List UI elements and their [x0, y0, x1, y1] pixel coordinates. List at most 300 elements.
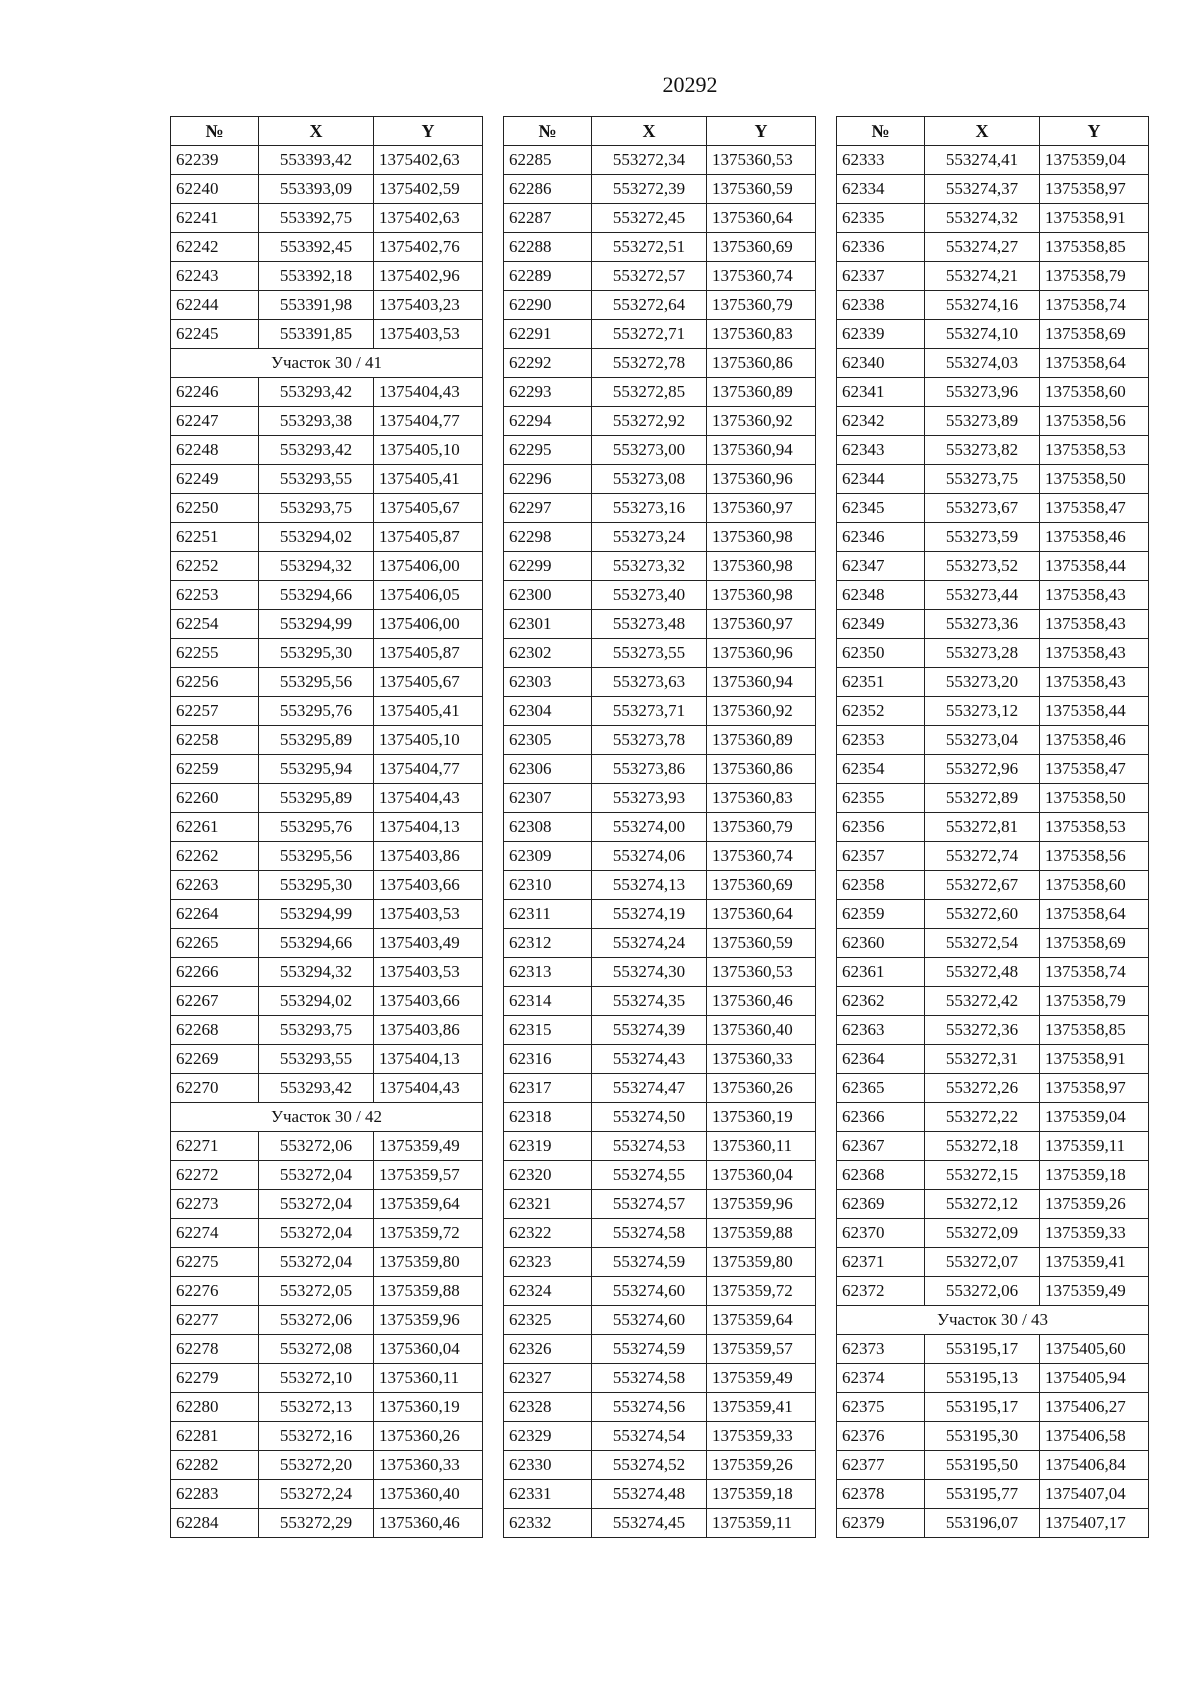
point-number-cell: 62374: [837, 1364, 925, 1393]
table-row: [837, 1190, 1149, 1219]
y-coordinate-cell: 1375403,23: [374, 291, 483, 320]
point-number-cell: 62324: [504, 1277, 592, 1306]
y-coordinate-cell: 1375359,64: [707, 1306, 816, 1335]
point-number-cell: 62321: [504, 1190, 592, 1219]
table-row: [837, 407, 1149, 436]
y-coordinate-cell: 1375360,53: [707, 958, 816, 987]
table-row: [504, 1016, 816, 1045]
table-row: [504, 1509, 816, 1538]
y-coordinate-cell: 1375405,60: [1040, 1335, 1149, 1364]
y-coordinate-cell: 1375402,63: [374, 146, 483, 175]
x-coordinate-cell: 553274,10: [925, 320, 1040, 349]
y-coordinate-cell: 1375358,97: [1040, 175, 1149, 204]
x-coordinate-cell: 553274,55: [592, 1161, 707, 1190]
table-row: [171, 755, 483, 784]
table-row: [504, 610, 816, 639]
point-number-cell: 62353: [837, 726, 925, 755]
point-number-cell: 62270: [171, 1074, 259, 1103]
table-row: [837, 233, 1149, 262]
table-row: [171, 1074, 483, 1103]
y-coordinate-cell: 1375360,33: [707, 1045, 816, 1074]
point-number-cell: 62271: [171, 1132, 259, 1161]
y-coordinate-cell: 1375359,04: [1040, 1103, 1149, 1132]
y-coordinate-cell: 1375360,98: [707, 552, 816, 581]
x-coordinate-cell: 553293,55: [259, 465, 374, 494]
x-coordinate-cell: 553272,31: [925, 1045, 1040, 1074]
point-number-cell: 62241: [171, 204, 259, 233]
x-coordinate-cell: 553293,42: [259, 1074, 374, 1103]
table-row: [171, 320, 483, 349]
x-coordinate-cell: 553273,20: [925, 668, 1040, 697]
table-row: [837, 813, 1149, 842]
y-coordinate-cell: 1375360,64: [707, 900, 816, 929]
y-coordinate-cell: 1375358,91: [1040, 1045, 1149, 1074]
table-row: [837, 1016, 1149, 1045]
y-coordinate-cell: 1375358,46: [1040, 523, 1149, 552]
point-number-cell: 62245: [171, 320, 259, 349]
table-row: [504, 1132, 816, 1161]
point-number-cell: 62277: [171, 1306, 259, 1335]
x-coordinate-cell: 553274,24: [592, 929, 707, 958]
y-coordinate-cell: 1375358,91: [1040, 204, 1149, 233]
point-number-cell: 62332: [504, 1509, 592, 1538]
point-number-cell: 62261: [171, 813, 259, 842]
table-row: [504, 291, 816, 320]
x-coordinate-cell: 553274,32: [925, 204, 1040, 233]
table-row: [837, 1335, 1149, 1364]
y-coordinate-cell: 1375360,19: [374, 1393, 483, 1422]
x-coordinate-cell: 553274,60: [592, 1277, 707, 1306]
y-coordinate-cell: 1375358,43: [1040, 610, 1149, 639]
table-row: [837, 1393, 1149, 1422]
y-coordinate-cell: 1375359,11: [707, 1509, 816, 1538]
x-coordinate-cell: 553195,77: [925, 1480, 1040, 1509]
header-y: Y: [1040, 117, 1149, 146]
table-row: [171, 842, 483, 871]
x-coordinate-cell: 553274,59: [592, 1248, 707, 1277]
point-number-cell: 62242: [171, 233, 259, 262]
table-row: [171, 697, 483, 726]
x-coordinate-cell: 553294,32: [259, 552, 374, 581]
y-coordinate-cell: 1375402,96: [374, 262, 483, 291]
point-number-cell: 62330: [504, 1451, 592, 1480]
y-coordinate-cell: 1375358,47: [1040, 755, 1149, 784]
x-coordinate-cell: 553195,17: [925, 1393, 1040, 1422]
x-coordinate-cell: 553272,16: [259, 1422, 374, 1451]
x-coordinate-cell: 553274,47: [592, 1074, 707, 1103]
point-number-cell: 62362: [837, 987, 925, 1016]
y-coordinate-cell: 1375360,86: [707, 755, 816, 784]
point-number-cell: 62339: [837, 320, 925, 349]
x-coordinate-cell: 553273,93: [592, 784, 707, 813]
table-row: [837, 436, 1149, 465]
table-row: [504, 668, 816, 697]
x-coordinate-cell: 553274,48: [592, 1480, 707, 1509]
table-row: [504, 1161, 816, 1190]
y-coordinate-cell: 1375358,85: [1040, 1016, 1149, 1045]
x-coordinate-cell: 553273,67: [925, 494, 1040, 523]
table-row: [837, 900, 1149, 929]
x-coordinate-cell: 553274,41: [925, 146, 1040, 175]
x-coordinate-cell: 553272,57: [592, 262, 707, 291]
x-coordinate-cell: 553272,04: [259, 1161, 374, 1190]
point-number-cell: 62282: [171, 1451, 259, 1480]
y-coordinate-cell: 1375403,53: [374, 320, 483, 349]
x-coordinate-cell: 553273,12: [925, 697, 1040, 726]
point-number-cell: 62336: [837, 233, 925, 262]
table-row: [171, 1364, 483, 1393]
x-coordinate-cell: 553272,05: [259, 1277, 374, 1306]
point-number-cell: 62328: [504, 1393, 592, 1422]
x-coordinate-cell: 553195,30: [925, 1422, 1040, 1451]
y-coordinate-cell: 1375358,44: [1040, 552, 1149, 581]
table-row: [504, 958, 816, 987]
x-coordinate-cell: 553274,60: [592, 1306, 707, 1335]
x-coordinate-cell: 553393,42: [259, 146, 374, 175]
point-number-cell: 62266: [171, 958, 259, 987]
y-coordinate-cell: 1375404,43: [374, 1074, 483, 1103]
x-coordinate-cell: 553196,07: [925, 1509, 1040, 1538]
x-coordinate-cell: 553272,24: [259, 1480, 374, 1509]
x-coordinate-cell: 553272,67: [925, 871, 1040, 900]
y-coordinate-cell: 1375404,13: [374, 1045, 483, 1074]
y-coordinate-cell: 1375360,98: [707, 581, 816, 610]
x-coordinate-cell: 553274,39: [592, 1016, 707, 1045]
table-row: [837, 175, 1149, 204]
section-title: Участок 30 / 41: [171, 349, 483, 378]
y-coordinate-cell: 1375360,46: [707, 987, 816, 1016]
table-row: [171, 726, 483, 755]
point-number-cell: 62363: [837, 1016, 925, 1045]
point-number-cell: 62370: [837, 1219, 925, 1248]
point-number-cell: 62373: [837, 1335, 925, 1364]
point-number-cell: 62334: [837, 175, 925, 204]
table-row: [171, 1306, 483, 1335]
y-coordinate-cell: 1375403,49: [374, 929, 483, 958]
table-row: [504, 639, 816, 668]
point-number-cell: 62272: [171, 1161, 259, 1190]
table-row: [171, 639, 483, 668]
y-coordinate-cell: 1375404,13: [374, 813, 483, 842]
point-number-cell: 62296: [504, 465, 592, 494]
point-number-cell: 62375: [837, 1393, 925, 1422]
y-coordinate-cell: 1375360,94: [707, 668, 816, 697]
y-coordinate-cell: 1375359,96: [707, 1190, 816, 1219]
point-number-cell: 62346: [837, 523, 925, 552]
y-coordinate-cell: 1375358,53: [1040, 436, 1149, 465]
y-coordinate-cell: 1375358,69: [1040, 320, 1149, 349]
table-row: [504, 871, 816, 900]
x-coordinate-cell: 553294,66: [259, 581, 374, 610]
point-number-cell: 62313: [504, 958, 592, 987]
y-coordinate-cell: 1375406,84: [1040, 1451, 1149, 1480]
table-row: [171, 1161, 483, 1190]
x-coordinate-cell: 553272,06: [259, 1132, 374, 1161]
x-coordinate-cell: 553274,06: [592, 842, 707, 871]
x-coordinate-cell: 553273,55: [592, 639, 707, 668]
y-coordinate-cell: 1375359,26: [707, 1451, 816, 1480]
y-coordinate-cell: 1375358,74: [1040, 291, 1149, 320]
point-number-cell: 62269: [171, 1045, 259, 1074]
table-row: [171, 871, 483, 900]
table-row: [504, 581, 816, 610]
y-coordinate-cell: 1375404,77: [374, 407, 483, 436]
table-row: [504, 842, 816, 871]
y-coordinate-cell: 1375360,83: [707, 784, 816, 813]
x-coordinate-cell: 553272,08: [259, 1335, 374, 1364]
table-row: [171, 1248, 483, 1277]
point-number-cell: 62329: [504, 1422, 592, 1451]
table-row: [171, 378, 483, 407]
point-number-cell: 62317: [504, 1074, 592, 1103]
table-row: [837, 552, 1149, 581]
point-number-cell: 62303: [504, 668, 592, 697]
table-row: [837, 697, 1149, 726]
y-coordinate-cell: 1375358,47: [1040, 494, 1149, 523]
table-row: [171, 1480, 483, 1509]
y-coordinate-cell: 1375359,88: [707, 1219, 816, 1248]
x-coordinate-cell: 553272,06: [925, 1277, 1040, 1306]
table-row: [171, 668, 483, 697]
x-coordinate-cell: 553273,86: [592, 755, 707, 784]
point-number-cell: 62378: [837, 1480, 925, 1509]
x-coordinate-cell: 553293,42: [259, 436, 374, 465]
y-coordinate-cell: 1375358,64: [1040, 900, 1149, 929]
point-number-cell: 62255: [171, 639, 259, 668]
y-coordinate-cell: 1375358,50: [1040, 784, 1149, 813]
point-number-cell: 62369: [837, 1190, 925, 1219]
table-row: [171, 436, 483, 465]
x-coordinate-cell: 553294,02: [259, 523, 374, 552]
y-coordinate-cell: 1375360,97: [707, 494, 816, 523]
table-row: [171, 204, 483, 233]
y-coordinate-cell: 1375406,58: [1040, 1422, 1149, 1451]
coordinates-table-3: [836, 116, 1149, 1538]
x-coordinate-cell: 553393,09: [259, 175, 374, 204]
table-row: [837, 1509, 1149, 1538]
point-number-cell: 62262: [171, 842, 259, 871]
x-coordinate-cell: 553274,30: [592, 958, 707, 987]
x-coordinate-cell: 553272,26: [925, 1074, 1040, 1103]
point-number-cell: 62344: [837, 465, 925, 494]
table-row: [504, 1248, 816, 1277]
point-number-cell: 62278: [171, 1335, 259, 1364]
table-row: [837, 842, 1149, 871]
section-title: Участок 30 / 42: [171, 1103, 483, 1132]
point-number-cell: 62290: [504, 291, 592, 320]
x-coordinate-cell: 553273,00: [592, 436, 707, 465]
x-coordinate-cell: 553195,13: [925, 1364, 1040, 1393]
table-row: [837, 146, 1149, 175]
point-number-cell: 62248: [171, 436, 259, 465]
y-coordinate-cell: 1375360,53: [707, 146, 816, 175]
header-x: X: [925, 117, 1040, 146]
x-coordinate-cell: 553274,50: [592, 1103, 707, 1132]
point-number-cell: 62360: [837, 929, 925, 958]
table-row: [504, 1306, 816, 1335]
table-row: [837, 755, 1149, 784]
y-coordinate-cell: 1375360,74: [707, 262, 816, 291]
section-header-row: [837, 1306, 1149, 1335]
x-coordinate-cell: 553272,74: [925, 842, 1040, 871]
table-row: [504, 465, 816, 494]
x-coordinate-cell: 553272,06: [259, 1306, 374, 1335]
point-number-cell: 62289: [504, 262, 592, 291]
x-coordinate-cell: 553272,13: [259, 1393, 374, 1422]
table-row: [171, 552, 483, 581]
y-coordinate-cell: 1375359,88: [374, 1277, 483, 1306]
table-row: [504, 1451, 816, 1480]
point-number-cell: 62354: [837, 755, 925, 784]
table-row: [504, 929, 816, 958]
header-number: №: [171, 117, 259, 146]
point-number-cell: 62274: [171, 1219, 259, 1248]
point-number-cell: 62318: [504, 1103, 592, 1132]
table-row: [837, 291, 1149, 320]
point-number-cell: 62268: [171, 1016, 259, 1045]
x-coordinate-cell: 553272,20: [259, 1451, 374, 1480]
point-number-cell: 62246: [171, 378, 259, 407]
point-number-cell: 62355: [837, 784, 925, 813]
point-number-cell: 62309: [504, 842, 592, 871]
point-number-cell: 62287: [504, 204, 592, 233]
y-coordinate-cell: 1375360,83: [707, 320, 816, 349]
x-coordinate-cell: 553272,36: [925, 1016, 1040, 1045]
table-row: [171, 1132, 483, 1161]
y-coordinate-cell: 1375359,96: [374, 1306, 483, 1335]
table-row: [837, 726, 1149, 755]
x-coordinate-cell: 553392,18: [259, 262, 374, 291]
y-coordinate-cell: 1375405,10: [374, 436, 483, 465]
point-number-cell: 62297: [504, 494, 592, 523]
point-number-cell: 62302: [504, 639, 592, 668]
x-coordinate-cell: 553272,04: [259, 1248, 374, 1277]
table-row: [837, 958, 1149, 987]
point-number-cell: 62350: [837, 639, 925, 668]
y-coordinate-cell: 1375360,97: [707, 610, 816, 639]
x-coordinate-cell: 553274,35: [592, 987, 707, 1016]
x-coordinate-cell: 553273,16: [592, 494, 707, 523]
x-coordinate-cell: 553273,71: [592, 697, 707, 726]
point-number-cell: 62347: [837, 552, 925, 581]
y-coordinate-cell: 1375358,60: [1040, 871, 1149, 900]
x-coordinate-cell: 553294,66: [259, 929, 374, 958]
point-number-cell: 62368: [837, 1161, 925, 1190]
y-coordinate-cell: 1375404,43: [374, 784, 483, 813]
point-number-cell: 62293: [504, 378, 592, 407]
x-coordinate-cell: 553293,55: [259, 1045, 374, 1074]
y-coordinate-cell: 1375358,44: [1040, 697, 1149, 726]
coordinates-table-1: [170, 116, 483, 1538]
point-number-cell: 62351: [837, 668, 925, 697]
y-coordinate-cell: 1375360,98: [707, 523, 816, 552]
point-number-cell: 62299: [504, 552, 592, 581]
table-row: [171, 407, 483, 436]
x-coordinate-cell: 553273,36: [925, 610, 1040, 639]
point-number-cell: 62281: [171, 1422, 259, 1451]
y-coordinate-cell: 1375358,64: [1040, 349, 1149, 378]
y-coordinate-cell: 1375359,18: [707, 1480, 816, 1509]
y-coordinate-cell: 1375403,66: [374, 871, 483, 900]
x-coordinate-cell: 553272,92: [592, 407, 707, 436]
x-coordinate-cell: 553274,00: [592, 813, 707, 842]
table-row: [171, 1451, 483, 1480]
y-coordinate-cell: 1375360,59: [707, 929, 816, 958]
table-row: [504, 552, 816, 581]
y-coordinate-cell: 1375358,74: [1040, 958, 1149, 987]
x-coordinate-cell: 553272,71: [592, 320, 707, 349]
table-row: [837, 1132, 1149, 1161]
table-row: [504, 146, 816, 175]
point-number-cell: 62249: [171, 465, 259, 494]
x-coordinate-cell: 553272,78: [592, 349, 707, 378]
y-coordinate-cell: 1375405,41: [374, 465, 483, 494]
x-coordinate-cell: 553295,56: [259, 842, 374, 871]
y-coordinate-cell: 1375402,59: [374, 175, 483, 204]
x-coordinate-cell: 553195,50: [925, 1451, 1040, 1480]
y-coordinate-cell: 1375359,18: [1040, 1161, 1149, 1190]
table-row: [504, 1074, 816, 1103]
header-x: X: [259, 117, 374, 146]
y-coordinate-cell: 1375358,79: [1040, 987, 1149, 1016]
point-number-cell: 62279: [171, 1364, 259, 1393]
table-row: [171, 1509, 483, 1538]
point-number-cell: 62250: [171, 494, 259, 523]
point-number-cell: 62359: [837, 900, 925, 929]
point-number-cell: 62294: [504, 407, 592, 436]
table-row: [171, 1045, 483, 1074]
x-coordinate-cell: 553273,96: [925, 378, 1040, 407]
x-coordinate-cell: 553293,75: [259, 1016, 374, 1045]
x-coordinate-cell: 553274,58: [592, 1219, 707, 1248]
x-coordinate-cell: 553274,16: [925, 291, 1040, 320]
table-row: [837, 929, 1149, 958]
x-coordinate-cell: 553392,45: [259, 233, 374, 262]
x-coordinate-cell: 553274,59: [592, 1335, 707, 1364]
x-coordinate-cell: 553272,96: [925, 755, 1040, 784]
table-row: [837, 1045, 1149, 1074]
point-number-cell: 62371: [837, 1248, 925, 1277]
header-y: Y: [374, 117, 483, 146]
table-row: [171, 900, 483, 929]
point-number-cell: 62319: [504, 1132, 592, 1161]
y-coordinate-cell: 1375405,87: [374, 639, 483, 668]
x-coordinate-cell: 553391,85: [259, 320, 374, 349]
y-coordinate-cell: 1375360,11: [374, 1364, 483, 1393]
point-number-cell: 62361: [837, 958, 925, 987]
point-number-cell: 62251: [171, 523, 259, 552]
point-number-cell: 62275: [171, 1248, 259, 1277]
y-coordinate-cell: 1375360,96: [707, 639, 816, 668]
table-row: [837, 1480, 1149, 1509]
table-row: [837, 262, 1149, 291]
table-row: [837, 320, 1149, 349]
y-coordinate-cell: 1375359,49: [707, 1364, 816, 1393]
x-coordinate-cell: 553273,89: [925, 407, 1040, 436]
point-number-cell: 62341: [837, 378, 925, 407]
y-coordinate-cell: 1375360,46: [374, 1509, 483, 1538]
point-number-cell: 62372: [837, 1277, 925, 1306]
x-coordinate-cell: 553295,30: [259, 871, 374, 900]
table-row: [504, 204, 816, 233]
y-coordinate-cell: 1375359,57: [707, 1335, 816, 1364]
y-coordinate-cell: 1375358,69: [1040, 929, 1149, 958]
table-row: [837, 1422, 1149, 1451]
y-coordinate-cell: 1375359,57: [374, 1161, 483, 1190]
x-coordinate-cell: 553274,52: [592, 1451, 707, 1480]
point-number-cell: 62310: [504, 871, 592, 900]
table-row: [504, 262, 816, 291]
